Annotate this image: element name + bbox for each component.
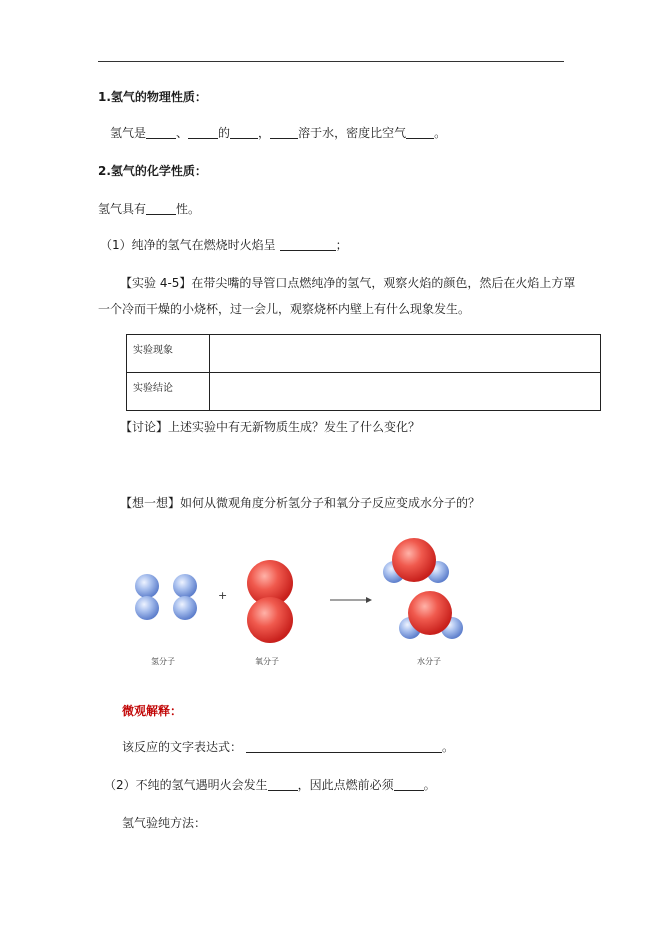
- table-label-conclusion: 实验结论: [127, 373, 210, 411]
- hydrogen-molecule-2: [173, 574, 197, 620]
- blank: [280, 238, 336, 251]
- discussion-text: 【讨论】上述实验中有无新物质生成？发生了什么变化？: [120, 420, 421, 434]
- hydrogen-molecule-1: [135, 574, 159, 620]
- table-label-phenomenon: 实验现象: [127, 335, 210, 373]
- text-part: 该反应的文字表达式：: [122, 740, 243, 754]
- section1-heading: 1.氢气的物理性质：: [98, 90, 207, 104]
- item1-line: [100, 236, 348, 253]
- text-part: 性。: [176, 202, 201, 216]
- text-part: 。: [423, 778, 436, 792]
- item2-line: [104, 776, 436, 793]
- text-part: 氢气是: [110, 126, 147, 140]
- text-part: （1）纯净的氢气在燃烧时火焰呈: [100, 238, 276, 252]
- table-row: [127, 335, 601, 373]
- arrow-icon: [330, 597, 372, 603]
- text-part: 氢气具有: [98, 202, 147, 216]
- text-part: ；: [335, 238, 348, 252]
- text-part: ，: [258, 126, 271, 140]
- blank: [188, 126, 218, 139]
- micro-explanation-title: 微观解释：: [122, 704, 183, 718]
- blank: [270, 126, 298, 139]
- blank: [230, 126, 258, 139]
- purity-method-text: 氢气验纯方法：: [122, 816, 207, 830]
- text-part: （2）不纯的氢气遇明火会发生: [104, 778, 268, 792]
- oxygen-molecule: [247, 560, 293, 643]
- text-part: 溶于水，密度比空气: [298, 126, 407, 140]
- plus-sign: +: [218, 589, 228, 602]
- oxygen-molecule-label: 氧分子: [255, 657, 279, 666]
- hydrogen-molecule-label: 氢分子: [151, 657, 175, 666]
- text-part: ，因此点燃前必须: [297, 778, 394, 792]
- experiment-line1: 【实验 4-5】在带尖嘴的导管口点燃纯净的氢气，观察火焰的颜色，然后在火焰上方罩: [120, 276, 576, 290]
- blank: [406, 126, 434, 139]
- water-molecule-1: [383, 538, 449, 583]
- think-text: 【想一想】如何从微观角度分析氢分子和氧分子反应变成水分子的？: [120, 496, 481, 510]
- blank: [146, 202, 176, 215]
- table-row: [127, 373, 601, 411]
- section2-line: [98, 200, 200, 217]
- experiment-table: [126, 334, 601, 411]
- blank: [268, 778, 298, 791]
- water-molecule-2: [399, 591, 463, 639]
- water-molecule-label: 水分子: [417, 657, 441, 666]
- blank: [394, 778, 424, 791]
- reaction-expression-line: [122, 738, 454, 755]
- experiment-line2: 一个冷而干燥的小烧杯，过一会儿，观察烧杯内壁上有什么现象发生。: [98, 302, 471, 316]
- table-value-phenomenon: [210, 335, 601, 373]
- text-part: 的: [218, 126, 231, 140]
- text-part: 。: [442, 740, 455, 754]
- table-value-conclusion: [210, 373, 601, 411]
- text-part: 。: [434, 126, 447, 140]
- section1-line: [110, 124, 446, 141]
- text-part: 、: [176, 126, 189, 140]
- blank: [146, 126, 176, 139]
- top-rule: [98, 61, 564, 62]
- blank: [246, 740, 442, 753]
- section2-heading: 2.氢气的化学性质：: [98, 164, 207, 178]
